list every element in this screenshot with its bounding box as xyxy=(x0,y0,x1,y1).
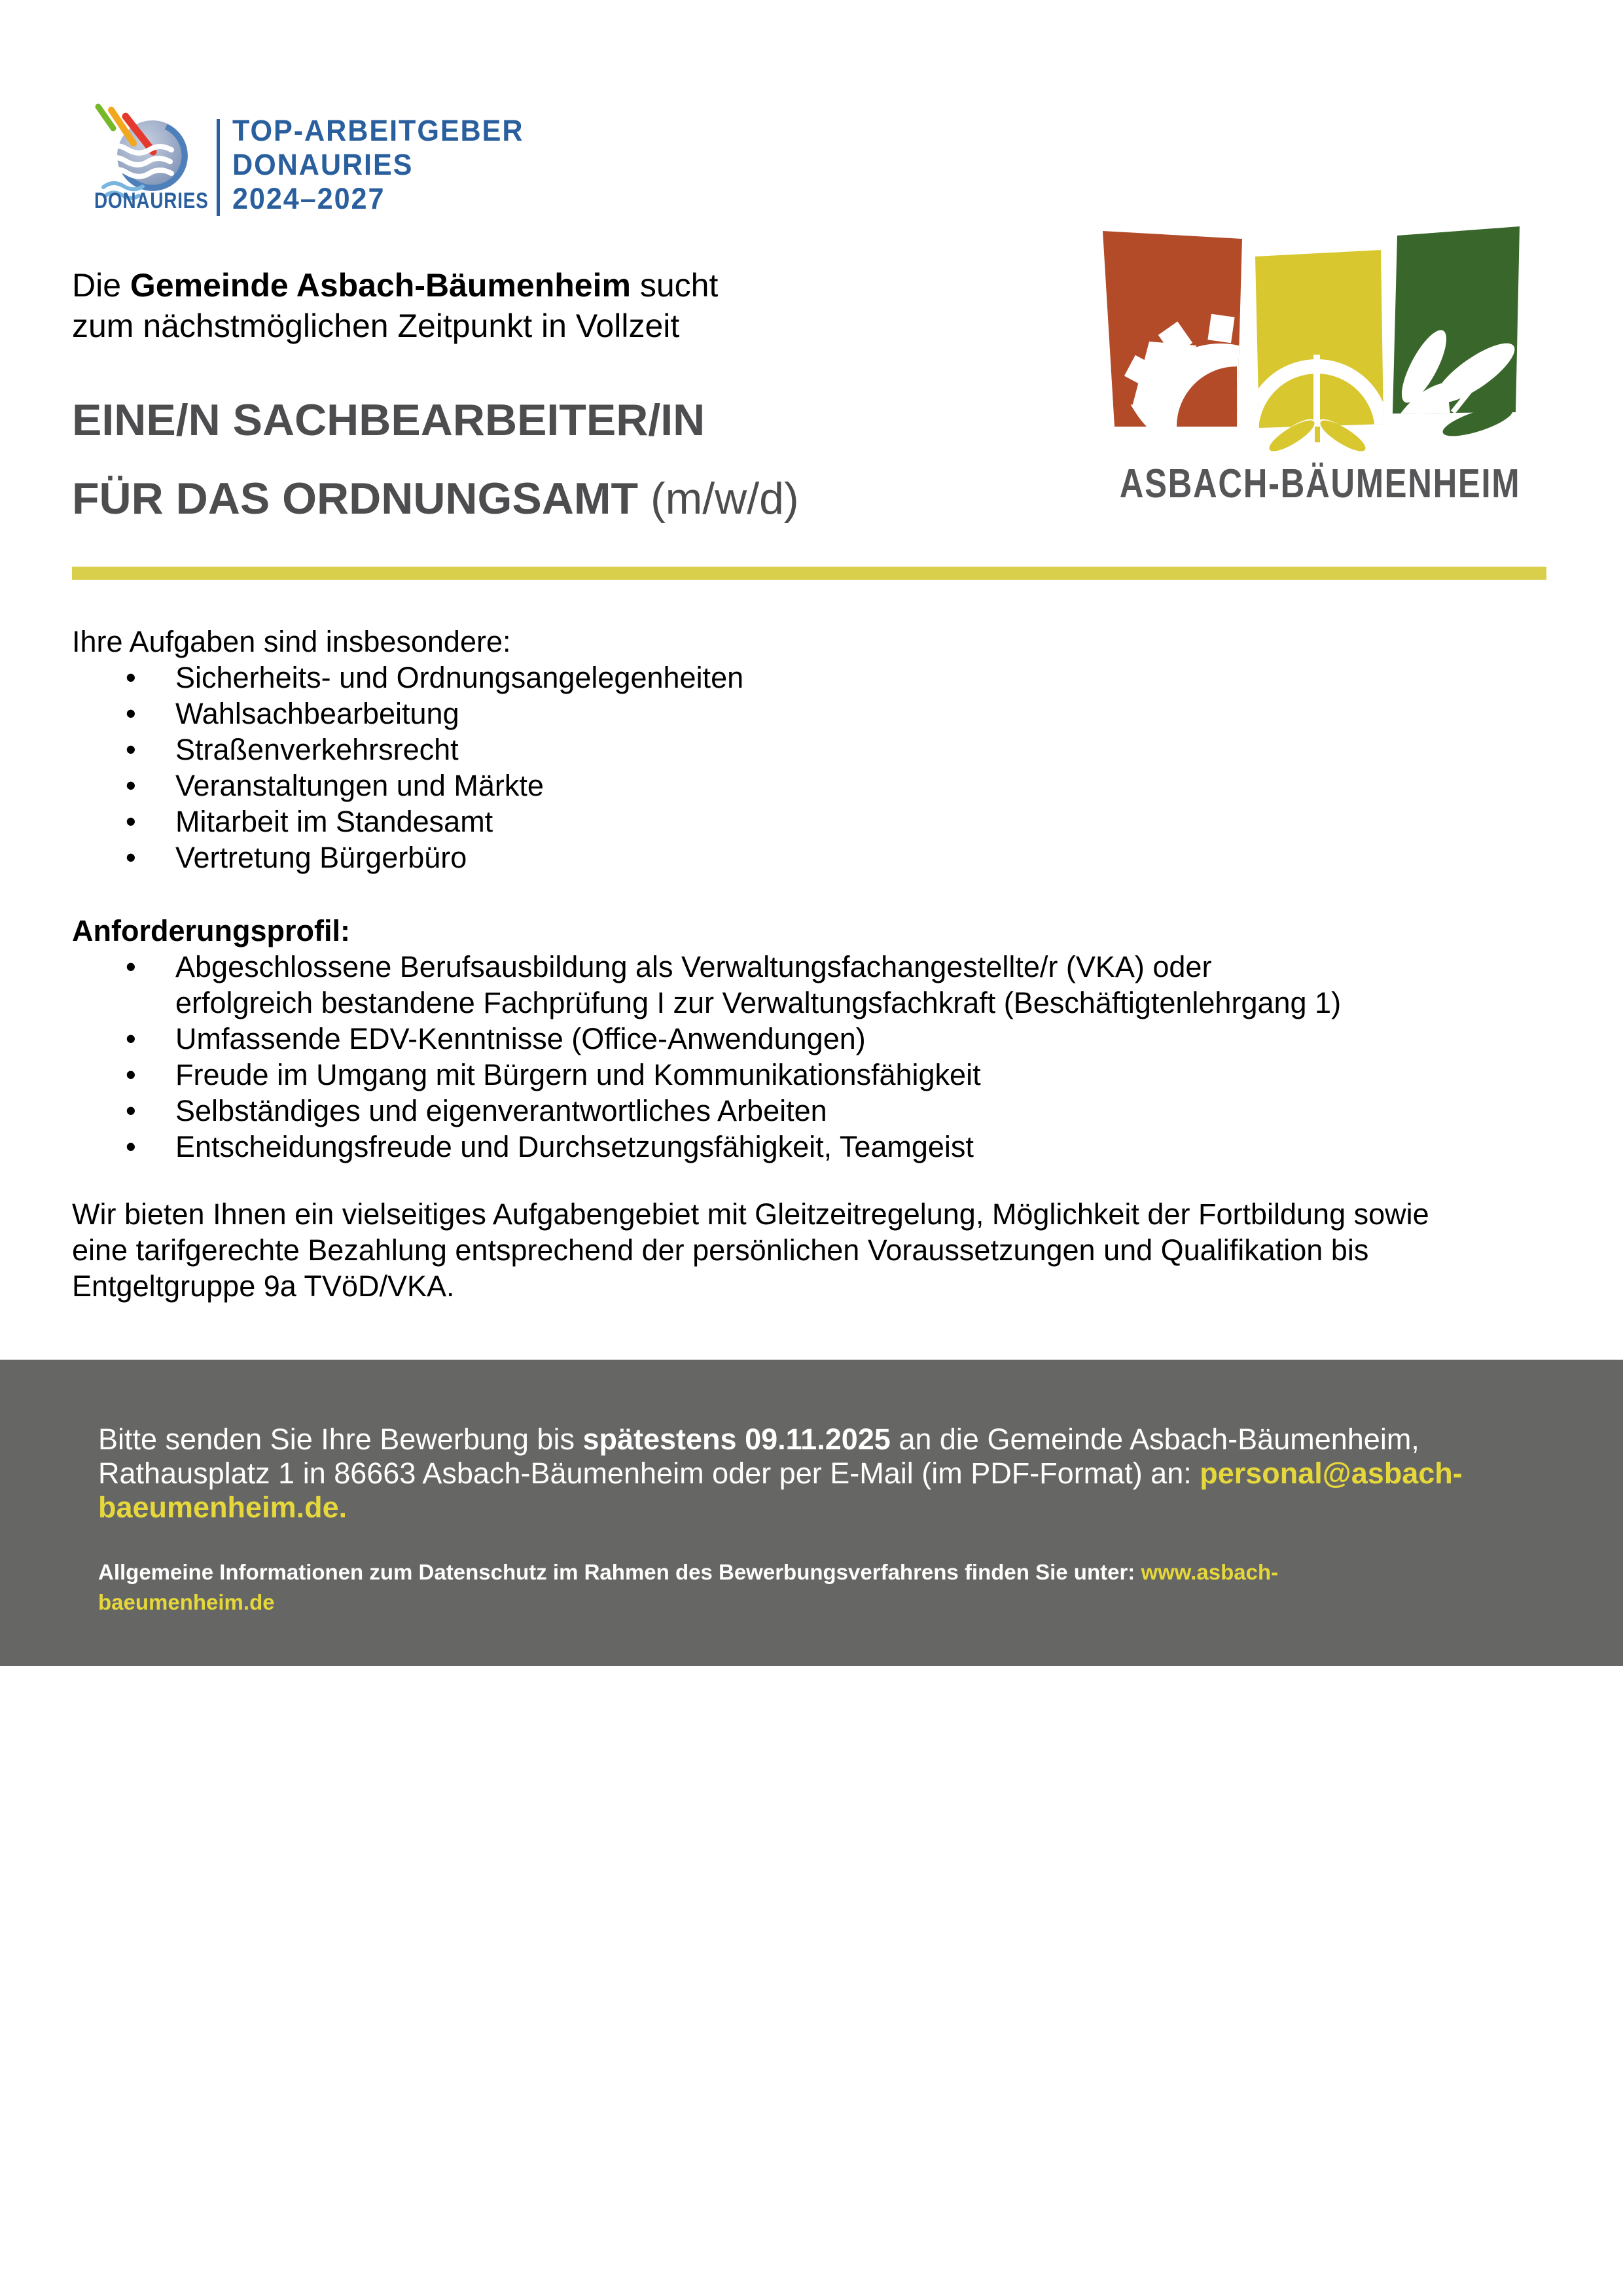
accent-divider-line xyxy=(72,567,1546,580)
application-deadline: spätestens 09.11.2025 xyxy=(582,1422,891,1456)
tasks-heading: Ihre Aufgaben sind insbesondere: xyxy=(72,625,511,658)
asbach-baeumenheim-logo xyxy=(1086,216,1538,510)
requirements-section xyxy=(72,913,1558,1165)
list-item: • Sicherheits- und Ordnungsangelegenheiten xyxy=(72,660,1558,696)
application-text: Rathausplatz 1 in 86663 Asbach-Bäumenheim oder per E-Mail (im PDF-Format) an: xyxy=(98,1457,1200,1490)
offer-line: Entgeltgruppe 9a TVöD/VKA. xyxy=(72,1269,455,1303)
privacy-url-link[interactable]: www.asbach- xyxy=(1141,1560,1279,1584)
offer-line: eine tarifgerechte Bezahlung entsprechend der persönlichen Voraussetzungen und Qualifikation bis xyxy=(72,1233,1369,1267)
intro-paragraph xyxy=(72,265,718,346)
badge-line-top-arbeitgeber: TOP-ARBEITGEBER xyxy=(232,115,524,148)
list-item: • Vertretung Bürgerbüro xyxy=(72,839,1558,875)
list-item: • Entscheidungsfreude und Durchsetzungsfähigkeit, Teamgeist xyxy=(72,1129,1558,1165)
badge-line-years: 2024–2027 xyxy=(232,183,385,216)
tasks-list xyxy=(72,660,1558,875)
donauries-badge-logo xyxy=(85,98,524,226)
requirement-line: • Abgeschlossene Berufsausbildung als Verwaltungsfachangestellte/r (VKA) oder xyxy=(175,950,1212,983)
list-item: • Selbständiges und eigenverantwortliches Arbeiten xyxy=(72,1093,1558,1129)
list-item: • Umfassende EDV-Kenntnisse (Office-Anwendungen) xyxy=(72,1021,1558,1057)
application-line1 xyxy=(98,1422,1525,1457)
list-item xyxy=(72,949,1558,1021)
application-line3 xyxy=(98,1491,1525,1525)
badge-divider-line xyxy=(217,119,220,216)
job-title-line1: EINE/N SACHBEARBEITER/IN xyxy=(72,395,705,445)
privacy-text: Allgemeine Informationen zum Datenschutz im Rahmen des Bewerbungsverfahrens finden Sie unter: xyxy=(98,1560,1141,1584)
intro-line1-post: sucht xyxy=(630,267,719,304)
list-item: • Wahlsachbearbeitung xyxy=(72,696,1558,732)
intro-line1 xyxy=(72,265,718,306)
org-wordmark: ASBACH-BÄUMENHEIM xyxy=(1119,461,1521,507)
intro-line1-pre: Die xyxy=(72,267,130,304)
job-title-department: FÜR DAS ORDNUNGSAMT xyxy=(72,474,639,523)
job-title-line2 xyxy=(72,473,799,524)
requirement-line: erfolgreich bestandene Fachprüfung I zur Verwaltungsfachkraft (Beschäftigtenlehrgang 1) xyxy=(175,986,1342,1019)
privacy-paragraph xyxy=(98,1557,1525,1617)
application-line2 xyxy=(98,1457,1525,1491)
email-link[interactable]: baeumenheim.de. xyxy=(98,1491,348,1524)
application-paragraph xyxy=(98,1422,1525,1525)
intro-line2: zum nächstmöglichen Zeitpunkt in Vollzeit xyxy=(72,308,680,344)
donauries-wordmark: DONAURIES xyxy=(94,188,209,213)
wheel-panel-icon xyxy=(1251,250,1383,497)
badge-line-donauries: DONAURIES xyxy=(232,149,414,182)
privacy-url-link[interactable]: baeumenheim.de xyxy=(98,1590,275,1614)
list-item: • Straßenverkehrsrecht xyxy=(72,732,1558,768)
list-item: • Freude im Umgang mit Bürgern und Kommunikationsfähigkeit xyxy=(72,1057,1558,1093)
requirements-list xyxy=(72,949,1558,1165)
email-link[interactable]: personal@asbach- xyxy=(1200,1457,1463,1490)
privacy-line1 xyxy=(98,1557,1525,1587)
application-text: Bitte senden Sie Ihre Bewerbung bis xyxy=(98,1422,583,1456)
offer-line: Wir bieten Ihnen ein vielseitiges Aufgabengebiet mit Gleitzeitregelung, Möglichkeit der Fortbildung sowie xyxy=(72,1197,1429,1231)
requirements-heading: Anforderungsprofil: xyxy=(72,914,350,947)
tasks-section xyxy=(72,624,1558,875)
application-text: an die Gemeinde Asbach-Bäumenheim, xyxy=(890,1422,1419,1456)
intro-line1-municipality: Gemeinde Asbach-Bäumenheim xyxy=(130,267,631,304)
privacy-line2 xyxy=(98,1587,1525,1617)
list-item: • Mitarbeit im Standesamt xyxy=(72,804,1558,839)
job-title-mwd: (m/w/d) xyxy=(638,474,799,523)
application-info-box xyxy=(0,1360,1623,1666)
leaf-panel-icon xyxy=(1393,226,1522,442)
offer-paragraph xyxy=(72,1196,1558,1304)
list-item: • Veranstaltungen und Märkte xyxy=(72,768,1558,804)
